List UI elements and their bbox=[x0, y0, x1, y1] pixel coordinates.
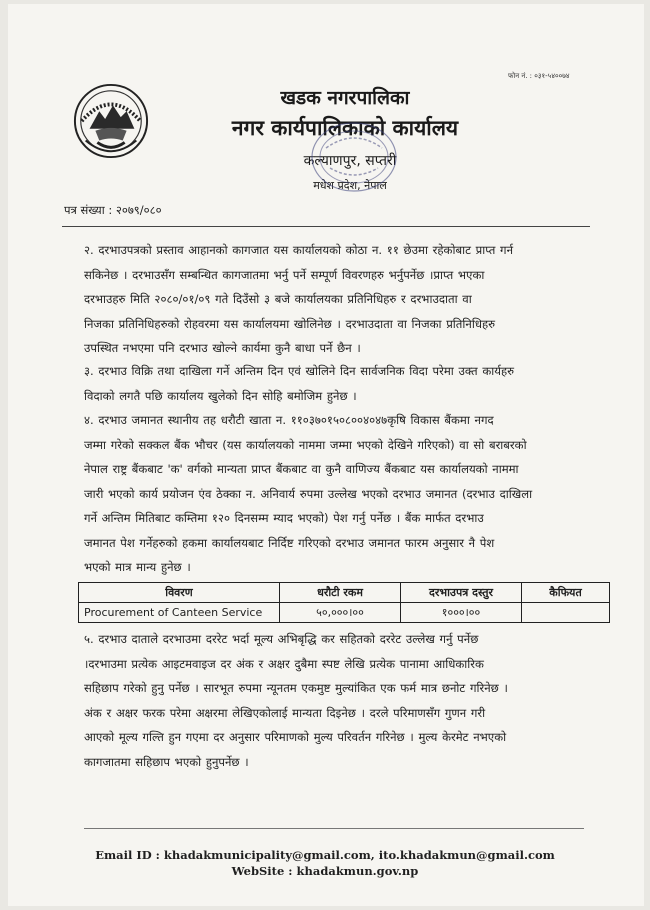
text-line: ५. दरभाउ दाताले दरभाउमा दररेट भर्दा मूल्य अभिबृद्धि कर सहितको दररेट उल्लेख गर्नु पर्नेछ bbox=[84, 632, 479, 646]
office-name: नगर कार्यपालिकाको कार्यालय bbox=[231, 116, 459, 140]
column-header: कैफियत bbox=[522, 583, 610, 603]
text-line: सकिनेछ । दरभाउसँग सम्बन्धित कागजातमा भर्नु पर्ने सम्पूर्ण विवरणहरु भर्नुपर्नेछ ।प्राप्त भएका bbox=[84, 267, 485, 282]
text-line: आएको मूल्य गल्ति हुन गएमा दर अनुसार परिमाणको मुल्य परिवर्तन गरिनेछ । मुल्य केरमेट नभएको bbox=[84, 730, 507, 744]
table-cell bbox=[522, 603, 610, 623]
text-line: ।दरभाउमा प्रत्येक आइटमवाइज दर अंक र अक्षर दुबैमा स्पष्ट लेखि प्रत्येक पानामा आधिकारिक bbox=[84, 656, 484, 671]
municipality-name: खडक नगरपालिका bbox=[280, 87, 410, 109]
office-province: मधेश प्रदेश, नेपाल bbox=[313, 179, 387, 192]
paragraph-5 bbox=[84, 627, 612, 774]
nepal-emblem-icon bbox=[72, 82, 150, 160]
text-line: जम्मा गरेको सक्कल बैंक भौचर (यस कार्यालयको नाममा जम्मा भएको देखिने गरिएको) वा सो बराबरको bbox=[84, 437, 527, 452]
text-line: ३. दरभाउ विक्रि तथा दाखिला गर्ने अन्तिम दिन एवं खोलिने दिन सार्वजनिक विदा परेमा उक्त कार्यहरु bbox=[84, 364, 515, 378]
table-header-row bbox=[79, 583, 610, 603]
text-line: जारी भएको कार्य प्रयोजन एंव ठेक्का न. अनिवार्य रुपमा उल्लेख भएको दरभाउ जमानत (दरभाउ दाखिला bbox=[84, 486, 533, 501]
text-line: ४. दरभाउ जमानत स्थानीय तह धरौटी खाता न. ११०३७०१५०८००४०४७कृषि विकास बैंकमा नगद bbox=[84, 413, 494, 427]
paragraph-4 bbox=[84, 408, 612, 580]
table-cell: Procurement of Canteen Service bbox=[79, 603, 280, 623]
column-header: दरभाउपत्र दस्तुर bbox=[401, 583, 522, 603]
office-stamp-icon bbox=[306, 118, 402, 196]
text-line: दरभाउहरु मिति २०८०/०१/०९ गते दिउँसो ३ बजे कार्यालयका प्रतिनिधिहरु र दरभाउदाता वा bbox=[84, 292, 472, 306]
reference-number: पत्र संख्या : २०७९/०८० bbox=[64, 203, 162, 217]
paragraph-3 bbox=[84, 359, 612, 408]
text-line: २. दरभाउपत्रको प्रस्ताव आहानको कागजात यस कार्यालयको कोठा न. ११ छेउमा रहेकोबाट प्राप्त गर्न bbox=[84, 243, 514, 257]
footer-website: WebSite : khadakmun.gov.np bbox=[231, 864, 419, 878]
text-line: नेपाल राष्ट्र बैंकबाट 'क' वर्गको मान्यता प्राप्त बैंकबाट वा कुनै वाणिज्य बैंकबाट यस कार्यालयको नाममा bbox=[84, 462, 519, 476]
text-line: भएको मात्र मान्य हुनेछ । bbox=[84, 560, 191, 574]
footer-divider bbox=[84, 828, 584, 829]
text-line: विदाको लगतै पछि कार्यालय खुलेको दिन सोहि बमोजिम हुनेछ । bbox=[84, 388, 357, 403]
footer-email: Email ID : khadakmunicipality@gmail.com, ito.khadakmun@gmail.com bbox=[95, 848, 555, 862]
phone-number: फोन नं. : ०३१-५४००७४ bbox=[508, 72, 570, 80]
table-cell: १०००।०० bbox=[401, 603, 522, 623]
column-header: धरौटी रकम bbox=[280, 583, 401, 603]
office-location: कल्याणपुर, सप्तरी bbox=[303, 153, 397, 169]
paragraph-2 bbox=[84, 238, 612, 361]
text-line: सहिछाप गरेको हुनु पर्नेछ । सारभूत रुपमा न्यूनतम एकमुष्ट मुल्यांकित एक फर्म मात्र छनोट गरिनेछ । bbox=[84, 681, 508, 695]
text-line: अंक र अक्षर फरक परेमा अक्षरमा लेखिएकोलाई मान्यता दिइनेछ । दरले परिमाणसँग गुणन गरी bbox=[84, 705, 486, 720]
text-line: गर्ने अन्तिम मितिबाट कम्तिमा १२० दिनसम्म म्याद भएको) पेश गर्नु पर्नेछ । बैंक मार्फत दरभाउ bbox=[84, 511, 484, 525]
table-row bbox=[79, 603, 610, 623]
procurement-table bbox=[78, 582, 610, 623]
column-header: विवरण bbox=[79, 583, 280, 603]
table-cell: ५०,०००।०० bbox=[280, 603, 401, 623]
header-divider bbox=[62, 226, 590, 227]
text-line: निजका प्रतिनिधिहरुको रोहवरमा यस कार्यालयमा खोलिनेछ । दरभाउदाता वा निजका प्रतिनिधिहरु bbox=[84, 316, 496, 331]
text-line: जमानत पेश गर्नेहरुको हकमा कार्यालयबाट निर्दिष्ट गरिएको दरभाउ जमानत फारम अनुसार नै पेश bbox=[84, 535, 495, 550]
text-line: कागजातमा सहिछाप भएको हुनुपर्नेछ । bbox=[84, 754, 249, 769]
text-line: उपस्थित नभएमा पनि दरभाउ खोल्ने कार्यमा कुनै बाधा पर्ने छैन । bbox=[84, 341, 361, 355]
